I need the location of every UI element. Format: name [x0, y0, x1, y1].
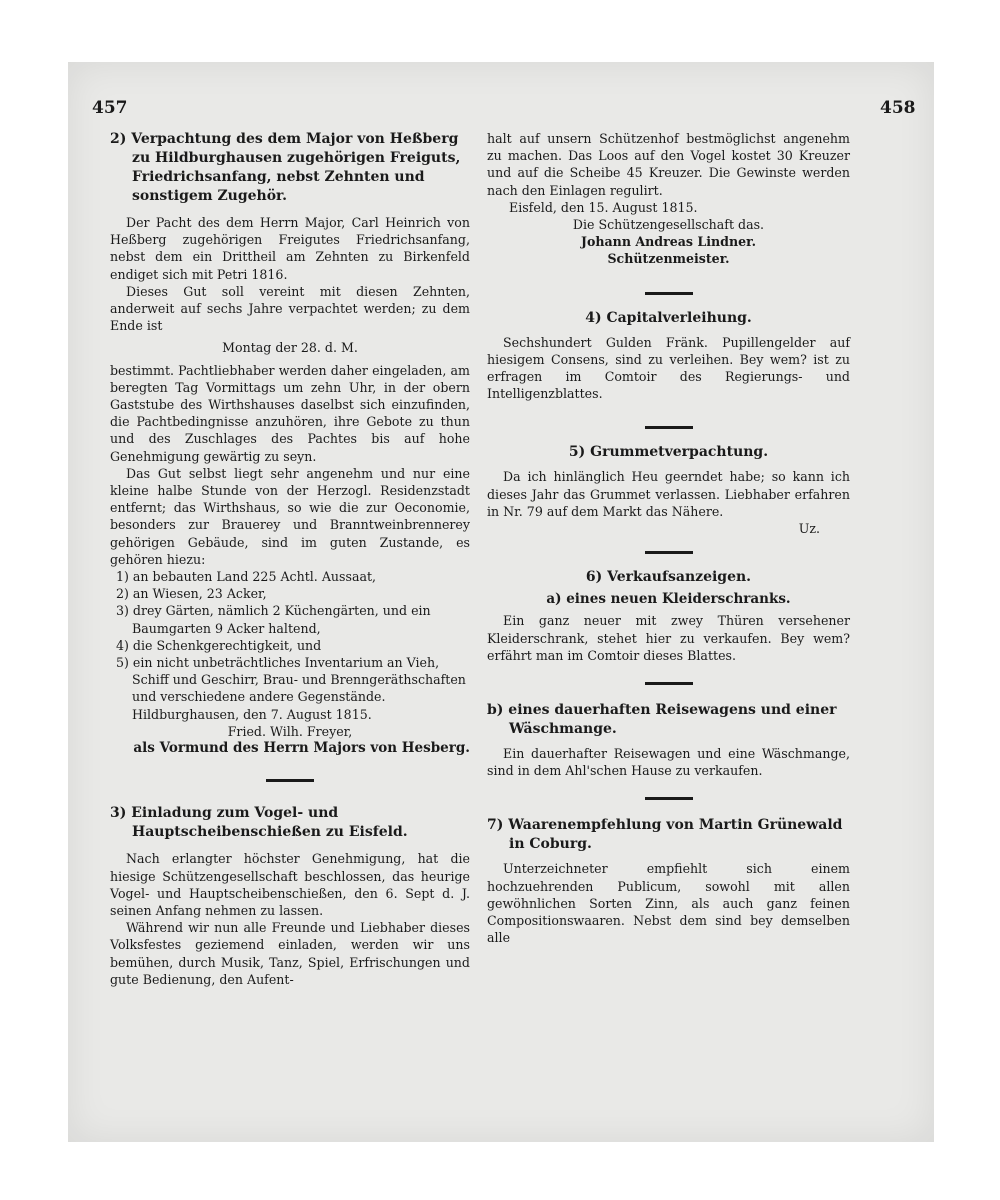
section-7-heading: 7) Waarenempfehlung von Martin Grünewald in Coburg. — [487, 817, 843, 853]
section-6a-heading: a) eines neuen Kleiderschranks. — [546, 591, 791, 608]
list-item: 2) an Wiesen, 23 Acker, — [116, 586, 267, 602]
section-2-signer-role: als Vormund des Herrn Majors von Hesberg. — [133, 740, 470, 757]
section-2-place-date: Hildburghausen, den 7. August 1815. — [132, 706, 372, 722]
section-6b-heading: b) eines dauerhaften Reisewagens und einer Wäschmange. — [487, 702, 837, 738]
section-2-paragraph: Dieses Gut soll vereint mit diesen Zehnten, anderweit auf sechs Jahre verpachtet werden; zu dem Ende ist — [110, 283, 470, 334]
section-3-organization: Die Schützengesellschaft das. — [572, 217, 765, 233]
section-7-paragraph: Unterzeichneter empfiehlt sich einem hochzuehrenden Publicum, sowohl mit allen gewöhnlichen Sorten Zinn, als auch ganz feinen Compositionswaaren. Nebst dem sind bey demselben alle — [487, 861, 850, 946]
section-6a-paragraph: Ein ganz neuer mit zwey Thüren versehener Kleiderschrank, stehet hier zu verkaufen. Bey wem? erfährt man im Comtoir dieses Blattes. — [487, 613, 850, 663]
section-5-paragraph: Da ich hinlänglich Heu geerndet habe; so kann ich dieses Jahr das Grummet verlassen. Liebhaber erfahren in Nr. 79 auf dem Markt das Nähere. — [487, 469, 850, 519]
section-2-date: Montag der 28. d. M. — [222, 340, 358, 356]
section-6b-paragraph: Ein dauerhafter Reisewagen und eine Wäschmange, sind in dem Ahl'schen Hause zu verkaufen. — [487, 746, 850, 779]
right-column — [487, 130, 850, 946]
section-3-place-date: Eisfeld, den 15. August 1815. — [509, 199, 698, 215]
section-3-signer-title: Schützenmeister. — [607, 251, 730, 267]
section-6-heading: 6) Verkaufsanzeigen. — [585, 569, 752, 586]
page-number-right: 458 — [880, 98, 916, 118]
section-3-continued: halt auf unsern Schützenhof bestmöglichst angenehm zu machen. Das Loos auf den Vogel kostet 30 Kreuzer und auf die Scheibe 45 Kreuzer. Die Gewinste werden nach den Einlagen regulirt. — [487, 131, 850, 198]
section-2-heading: 2) Verpachtung des dem Major von Heßberg zu Hildburghausen zugehörigen Freiguts, Friedrichsanfang, nebst Zehnten und sonstigem Zugehör. — [110, 131, 461, 204]
section-5-heading: 5) Grummetverpachtung. — [568, 444, 769, 461]
section-2-paragraph: Der Pacht des dem Herrn Major, Carl Heinrich von Heßberg zugehörigen Freigutes Friedrichsanfang, nebst dem ein Drittheil am Zehnten zu Birkenfeld endiget sich mit Petri 1816. — [110, 215, 470, 282]
list-item: 3) drey Gärten, nämlich 2 Küchengärten, und ein Baumgarten 9 Acker haltend, — [116, 603, 431, 636]
section-2-paragraph: Das Gut selbst liegt sehr angenehm und nur eine kleine halbe Stunde von der Herzogl. Residenzstadt entfernt; das Wirthshaus, so wie die zur Oeconomie, besonders zur Brauerey und Branntweinbrennerey gehörigen Gebäude, sind im guten Zustande, es gehören hiezu: — [110, 465, 470, 567]
section-4-heading: 4) Capitalverleihung. — [585, 309, 752, 326]
section-2-item-list — [110, 568, 470, 706]
section-4-paragraph: Sechshundert Gulden Fränk. Pupillengelder auf hiesigem Consens, sind zu verleihen. Bey wem? ist zu erfragen im Comtoir des Regierungs- und Intelligenzblattes. — [487, 334, 850, 402]
section-5-signature: Uz. — [798, 521, 820, 537]
left-column — [110, 130, 470, 988]
list-item: 1) an bebauten Land 225 Achtl. Aussaat, — [116, 569, 377, 585]
section-2-signer: Fried. Wilh. Freyer, — [227, 723, 353, 739]
section-3-heading: 3) Einladung zum Vogel- und Hauptscheibenschießen zu Eisfeld. — [110, 805, 408, 841]
section-3-signer: Johann Andreas Lindner. — [580, 234, 757, 250]
list-item: 5) ein nicht unbeträchtliches Inventarium an Vieh, Schiff und Geschirr, Brau- und Brenngeräthschaften und verschiedene andere Gegenstände. — [116, 655, 466, 705]
section-2-paragraph: bestimmt. Pachtliebhaber werden daher eingeladen, am beregten Tag Vormittags um zehn Uhr, in der obern Gaststube des Wirthshauses daselbst sich einzufinden, die Pachtbedingnisse anzuhören, ihre Gebote zu thun und des Zuschlages des Pachtes bis auf hohe Genehmigung gewärtig zu seyn. — [110, 362, 470, 464]
page-number-left: 457 — [92, 98, 128, 118]
list-item: 4) die Schenkgerechtigkeit, und — [116, 637, 322, 653]
section-3-paragraph: Nach erlangter höchster Genehmigung, hat die hiesige Schützengesellschaft beschlossen, das heurige Vogel- und Hauptscheibenschießen, den 6. Sept d. J. seinen Anfang nehmen zu lassen. — [110, 851, 470, 918]
section-3-paragraph: Während wir nun alle Freunde und Liebhaber dieses Volksfestes geziemend einladen, werden wir uns bemühen, durch Musik, Tanz, Spiel, Erfrischungen und gute Bedienung, den Aufent- — [110, 920, 470, 987]
